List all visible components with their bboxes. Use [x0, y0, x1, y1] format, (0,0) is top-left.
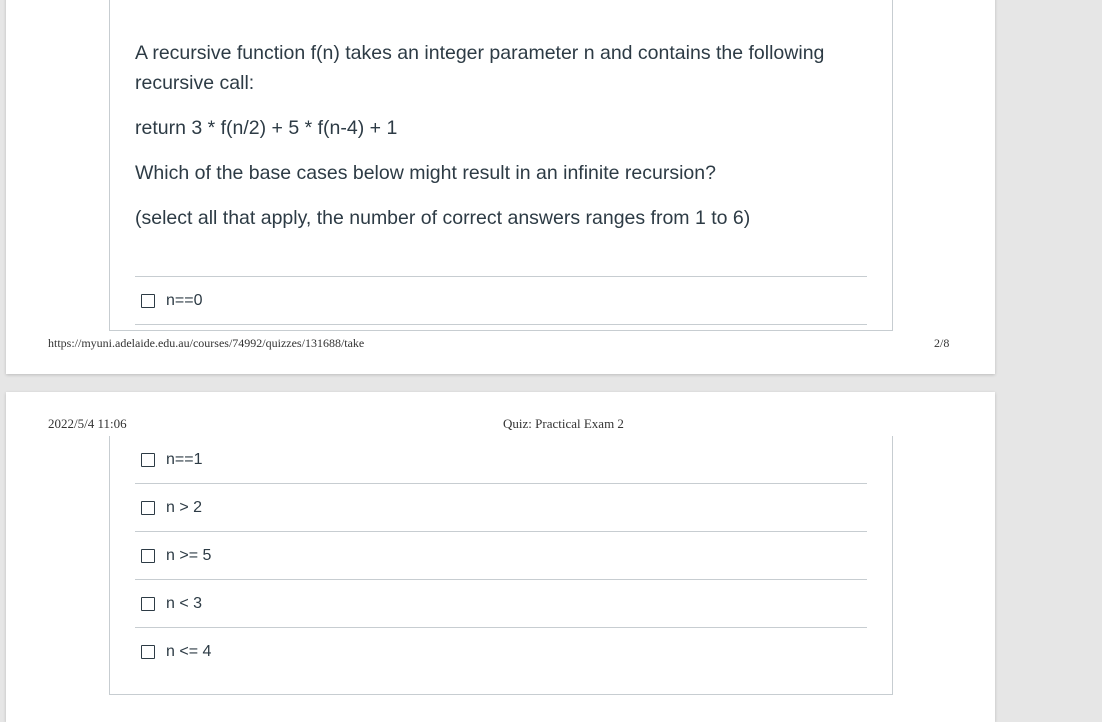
checkbox[interactable] — [141, 645, 155, 659]
header-datetime: 2022/5/4 11:06 — [48, 416, 127, 431]
checkbox[interactable] — [141, 294, 155, 308]
answer-option[interactable] — [135, 484, 867, 532]
answer-label: n > 2 — [166, 498, 203, 516]
checkbox[interactable] — [141, 453, 155, 467]
page-number: 2/8 — [934, 336, 950, 350]
answer-label: n==0 — [166, 291, 203, 309]
answer-list — [135, 436, 867, 675]
header-quiz-title: Quiz: Practical Exam 2 — [503, 416, 624, 431]
checkbox[interactable] — [141, 501, 155, 515]
answer-label: n <= 4 — [166, 642, 212, 660]
footer-url: https://myuni.adelaide.edu.au/courses/74992/quizzes/131688/take — [48, 336, 365, 350]
answer-option[interactable] — [135, 277, 867, 325]
answer-option[interactable] — [135, 436, 867, 484]
question-code: return 3 * f(n/2) + 5 * f(n-4) + 1 — [135, 117, 398, 139]
question-text — [135, 38, 865, 233]
question-box-continued — [109, 436, 893, 695]
question-ask: Which of the base cases below might result in an infinite recursion? — [135, 162, 716, 184]
answer-label: n < 3 — [166, 594, 203, 612]
answer-label: n==1 — [166, 450, 203, 468]
answer-option[interactable] — [135, 580, 867, 628]
checkbox[interactable] — [141, 597, 155, 611]
checkbox[interactable] — [141, 549, 155, 563]
question-instructions: (select all that apply, the number of correct answers ranges from 1 to 6) — [135, 207, 751, 229]
question-prompt: A recursive function f(n) takes an integer parameter n and contains the following recursive call: — [135, 42, 825, 94]
answer-list — [135, 276, 867, 325]
question-box — [109, 0, 893, 331]
answer-option[interactable] — [135, 532, 867, 580]
print-page-2 — [6, 0, 995, 374]
print-page-3 — [6, 392, 995, 722]
answer-option[interactable] — [135, 628, 867, 675]
answer-label: n >= 5 — [166, 546, 212, 564]
